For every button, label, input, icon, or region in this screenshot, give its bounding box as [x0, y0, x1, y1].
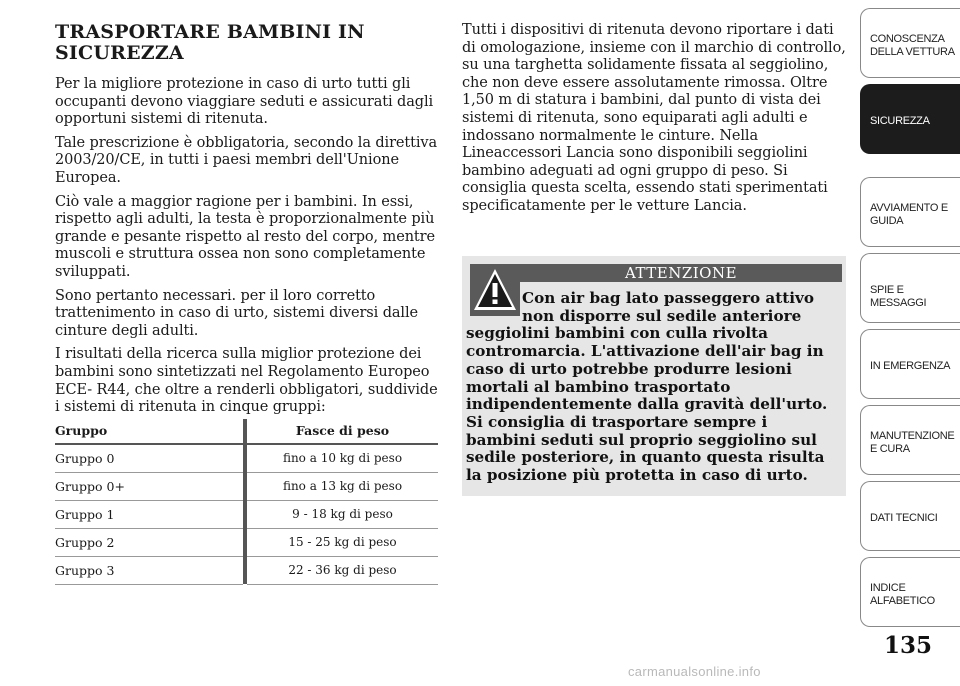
watermark: carmanualsonline.info [628, 664, 761, 679]
table-row [55, 472, 438, 500]
right-column [462, 22, 846, 222]
page-number: 135 [884, 632, 933, 659]
warning-text-first: Con air bag lato passeggero attivo non disporre sul sedile anteriore [522, 289, 814, 325]
warning-text-rest: seggiolini bambini con culla rivolta contromarcia. L'attivazione dell'air bag in caso di urto potrebbe produrre lesioni mortali al bambino trasportato indipendentemente dalla gravità dell'urto. Si consiglia di trasportare sempre i bambini seduti sul proprio seggiolino sul sedile posteriore, in quanto questa risulta la posizione più protetta in caso di urto. [466, 324, 828, 485]
tab-label: SPIE E MESSAGGI [870, 284, 927, 309]
tab-label: SICUREZZA [870, 115, 930, 127]
table-row [55, 556, 438, 584]
table-row [55, 528, 438, 556]
tab-dati-tecnici[interactable] [860, 481, 960, 551]
paragraph: Sono pertanto necessari. per il loro corretto trattenimento in caso di urto, sistemi diversi dalle cinture degli adulti. [55, 287, 418, 339]
table-row [55, 444, 438, 473]
table-header-row [55, 419, 438, 444]
tab-emergenza[interactable] [860, 329, 960, 399]
tab-manutenzione[interactable] [860, 405, 960, 475]
warning-text [466, 290, 840, 485]
paragraph: Tale prescrizione è obbligatoria, secondo la direttiva 2003/20/CE, in tutti i paesi membri dell'Unione Europea. [55, 134, 438, 186]
tab-spie[interactable] [860, 253, 960, 323]
tab-label: CONOSCENZA DELLA VETTURA [870, 33, 955, 58]
table-cell-group: Gruppo 0+ [55, 472, 243, 500]
table-cell-weight: 22 - 36 kg di peso [247, 556, 438, 584]
left-column [55, 22, 440, 585]
tab-label: MANUTENZIONE E CURA [870, 430, 955, 455]
warning-box [462, 256, 846, 496]
table-cell-weight: 15 - 25 kg di peso [247, 528, 438, 556]
table-cell-weight: fino a 10 kg di peso [247, 444, 438, 473]
tab-label: AVVIAMENTO E GUIDA [870, 202, 948, 227]
tab-label: IN EMERGENZA [870, 360, 951, 372]
table-header-group: Gruppo [55, 419, 243, 444]
paragraph: I risultati della ricerca sulla miglior protezione dei bambini sono sintetizzati nel Regolamento Europeo ECE- R44, che oltre a renderli obbligatori, suddivide i sistemi di ritenuta in cinque gruppi: [55, 346, 438, 416]
paragraph: Per la migliore protezione in caso di urto tutti gli occupanti devono viaggiare seduti e assicurati dagli opportuni sistemi di ritenuta. [55, 76, 434, 128]
table-cell-weight: 9 - 18 kg di peso [247, 500, 438, 528]
paragraph: Ciò vale a maggior ragione per i bambini. In essi, rispetto agli adulti, la testa è proporzionalmente più grande e pesante rispetto al resto del corpo, mentre muscoli e struttura ossea non sono completamente sviluppati. [55, 193, 435, 280]
chapter-sidebar [860, 0, 960, 686]
weight-groups-table [55, 419, 438, 585]
tab-label: INDICE ALFABETICO [870, 582, 935, 607]
paragraph: Tutti i dispositivi di ritenuta devono riportare i dati di omologazione, insieme con il marchio di controllo, su una targhetta solidamente fissata al seggiolino, che non deve essere assolutamente rimossa. Oltre 1,50 m di statura i bambini, dal punto di vista dei sistemi di ritenuta, sono equiparati agli adulti e indossano normalmente le cinture. Nella Lineaccessori Lancia sono disponibili seggiolini bambino adeguati ad ogni gruppo di peso. Si consiglia questa scelta, essendo stati sperimentati specificatamente per le vetture Lancia. [462, 22, 846, 214]
table-header-weight: Fasce di peso [247, 419, 438, 444]
tab-conoscenza[interactable] [860, 8, 960, 78]
tab-sicurezza[interactable] [860, 84, 960, 154]
table-cell-group: Gruppo 2 [55, 528, 243, 556]
section-heading: TRASPORTARE BAMBINI IN SICUREZZA [55, 21, 365, 64]
table-row [55, 500, 438, 528]
table-cell-group: Gruppo 3 [55, 556, 243, 584]
table-cell-group: Gruppo 0 [55, 444, 243, 473]
tab-label: DATI TECNICI [870, 512, 938, 524]
tab-indice[interactable] [860, 557, 960, 627]
tab-avviamento[interactable] [860, 177, 960, 247]
table-cell-weight: fino a 13 kg di peso [247, 472, 438, 500]
table-cell-group: Gruppo 1 [55, 500, 243, 528]
warning-title: ATTENZIONE [520, 264, 842, 282]
